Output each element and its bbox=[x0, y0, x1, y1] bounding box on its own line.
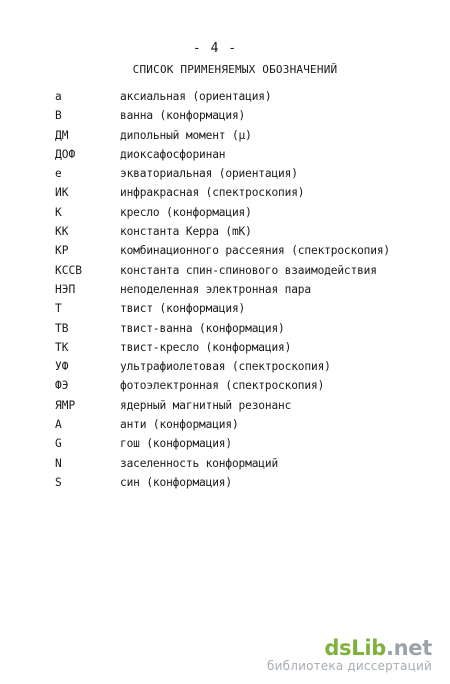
logo-part-net: .net bbox=[385, 636, 432, 660]
abbreviation-definition: ядерный магнитный резонанс bbox=[120, 398, 292, 412]
abbreviation-term: К bbox=[55, 205, 62, 219]
dslib-logo bbox=[267, 637, 432, 659]
abbreviation-definition: анти (конформация) bbox=[120, 418, 239, 432]
list-item bbox=[0, 106, 450, 125]
list-item bbox=[0, 261, 450, 280]
list-item bbox=[0, 415, 450, 434]
abbreviation-definition: диоксафосфоринан bbox=[120, 147, 226, 161]
list-item bbox=[0, 299, 450, 318]
abbreviation-definition: константа спин-спинового взаимодействия bbox=[120, 263, 377, 277]
abbreviation-term: КР bbox=[55, 244, 69, 258]
abbreviation-term: ТК bbox=[55, 340, 69, 354]
page-title: СПИСОК ПРИМЕНЯЕМЫХ ОБОЗНАЧЕНИЙ bbox=[132, 63, 338, 76]
abbreviation-term: УФ bbox=[55, 360, 69, 374]
abbreviation-term: КССВ bbox=[55, 263, 82, 277]
abbreviation-term: ДМ bbox=[55, 128, 69, 142]
abbreviation-term: НЭП bbox=[55, 282, 76, 296]
list-item bbox=[0, 338, 450, 357]
list-item bbox=[0, 376, 450, 395]
abbreviation-definition: твист-кресло (конформация) bbox=[120, 340, 292, 354]
list-item bbox=[0, 241, 450, 260]
list-item bbox=[0, 434, 450, 453]
abbreviation-term: ФЭ bbox=[55, 379, 69, 393]
abbreviation-definition: ванна (конформация) bbox=[120, 109, 246, 123]
watermark-tagline: библиотека диссертаций bbox=[267, 659, 432, 673]
abbreviation-term: е bbox=[55, 167, 62, 181]
logo-part-lib: Lib bbox=[351, 636, 386, 660]
abbreviation-definition: инфракрасная (спектроскопия) bbox=[120, 186, 305, 200]
abbreviation-term: ЯМР bbox=[55, 398, 76, 412]
logo-part-ds: ds bbox=[324, 636, 352, 660]
abbreviation-term: ТВ bbox=[55, 321, 69, 335]
abbreviation-definition: фотоэлектронная (спектроскопия) bbox=[120, 379, 325, 393]
list-item bbox=[0, 183, 450, 202]
abbreviation-definition: заселенность конформаций bbox=[120, 456, 279, 470]
abbreviation-definition: твист (конформация) bbox=[120, 302, 246, 316]
list-item bbox=[0, 145, 450, 164]
list-item bbox=[0, 126, 450, 145]
list-item bbox=[0, 473, 450, 492]
abbreviation-term: Т bbox=[55, 302, 62, 316]
list-item bbox=[0, 87, 450, 106]
abbreviation-term: ДОФ bbox=[55, 147, 76, 161]
abbreviation-term: G bbox=[55, 437, 62, 451]
abbreviation-definition: син (конформация) bbox=[120, 475, 232, 489]
abbreviation-term: А bbox=[55, 418, 62, 432]
abbreviation-term: а bbox=[55, 90, 62, 103]
dslib-watermark-link[interactable] bbox=[267, 637, 432, 674]
abbreviation-term: N bbox=[55, 456, 62, 470]
abbreviation-term: КК bbox=[55, 225, 69, 239]
list-item bbox=[0, 396, 450, 415]
list-item bbox=[0, 222, 450, 241]
abbreviation-definition: твист-ванна (конформация) bbox=[120, 321, 285, 335]
abbreviation-definition: кресло (конформация) bbox=[120, 205, 252, 219]
list-item bbox=[0, 164, 450, 183]
page-number: - 4 - bbox=[192, 41, 238, 56]
list-item bbox=[0, 280, 450, 299]
abbreviation-definition: константа Керра (mK) bbox=[120, 225, 252, 239]
list-item bbox=[0, 203, 450, 222]
abbreviation-term: S bbox=[55, 475, 62, 489]
abbreviation-definition: аксиальная (ориентация) bbox=[120, 90, 272, 103]
abbreviation-term: В bbox=[55, 109, 62, 123]
abbreviation-list bbox=[0, 87, 450, 492]
list-item bbox=[0, 319, 450, 338]
abbreviation-definition: дипольный момент (μ) bbox=[120, 128, 252, 142]
abbreviation-term: ИК bbox=[55, 186, 69, 200]
abbreviation-definition: неподеленная электронная пара bbox=[120, 282, 311, 296]
list-item bbox=[0, 454, 450, 473]
abbreviation-definition: комбинационного рассеяния (спектроскопия) bbox=[120, 244, 391, 258]
list-item bbox=[0, 357, 450, 376]
abbreviation-definition: экваториальная (ориентация) bbox=[120, 167, 298, 181]
abbreviation-definition: ультрафиолетовая (спектроскопия) bbox=[120, 360, 331, 374]
abbreviation-definition: гош (конформация) bbox=[120, 437, 232, 451]
